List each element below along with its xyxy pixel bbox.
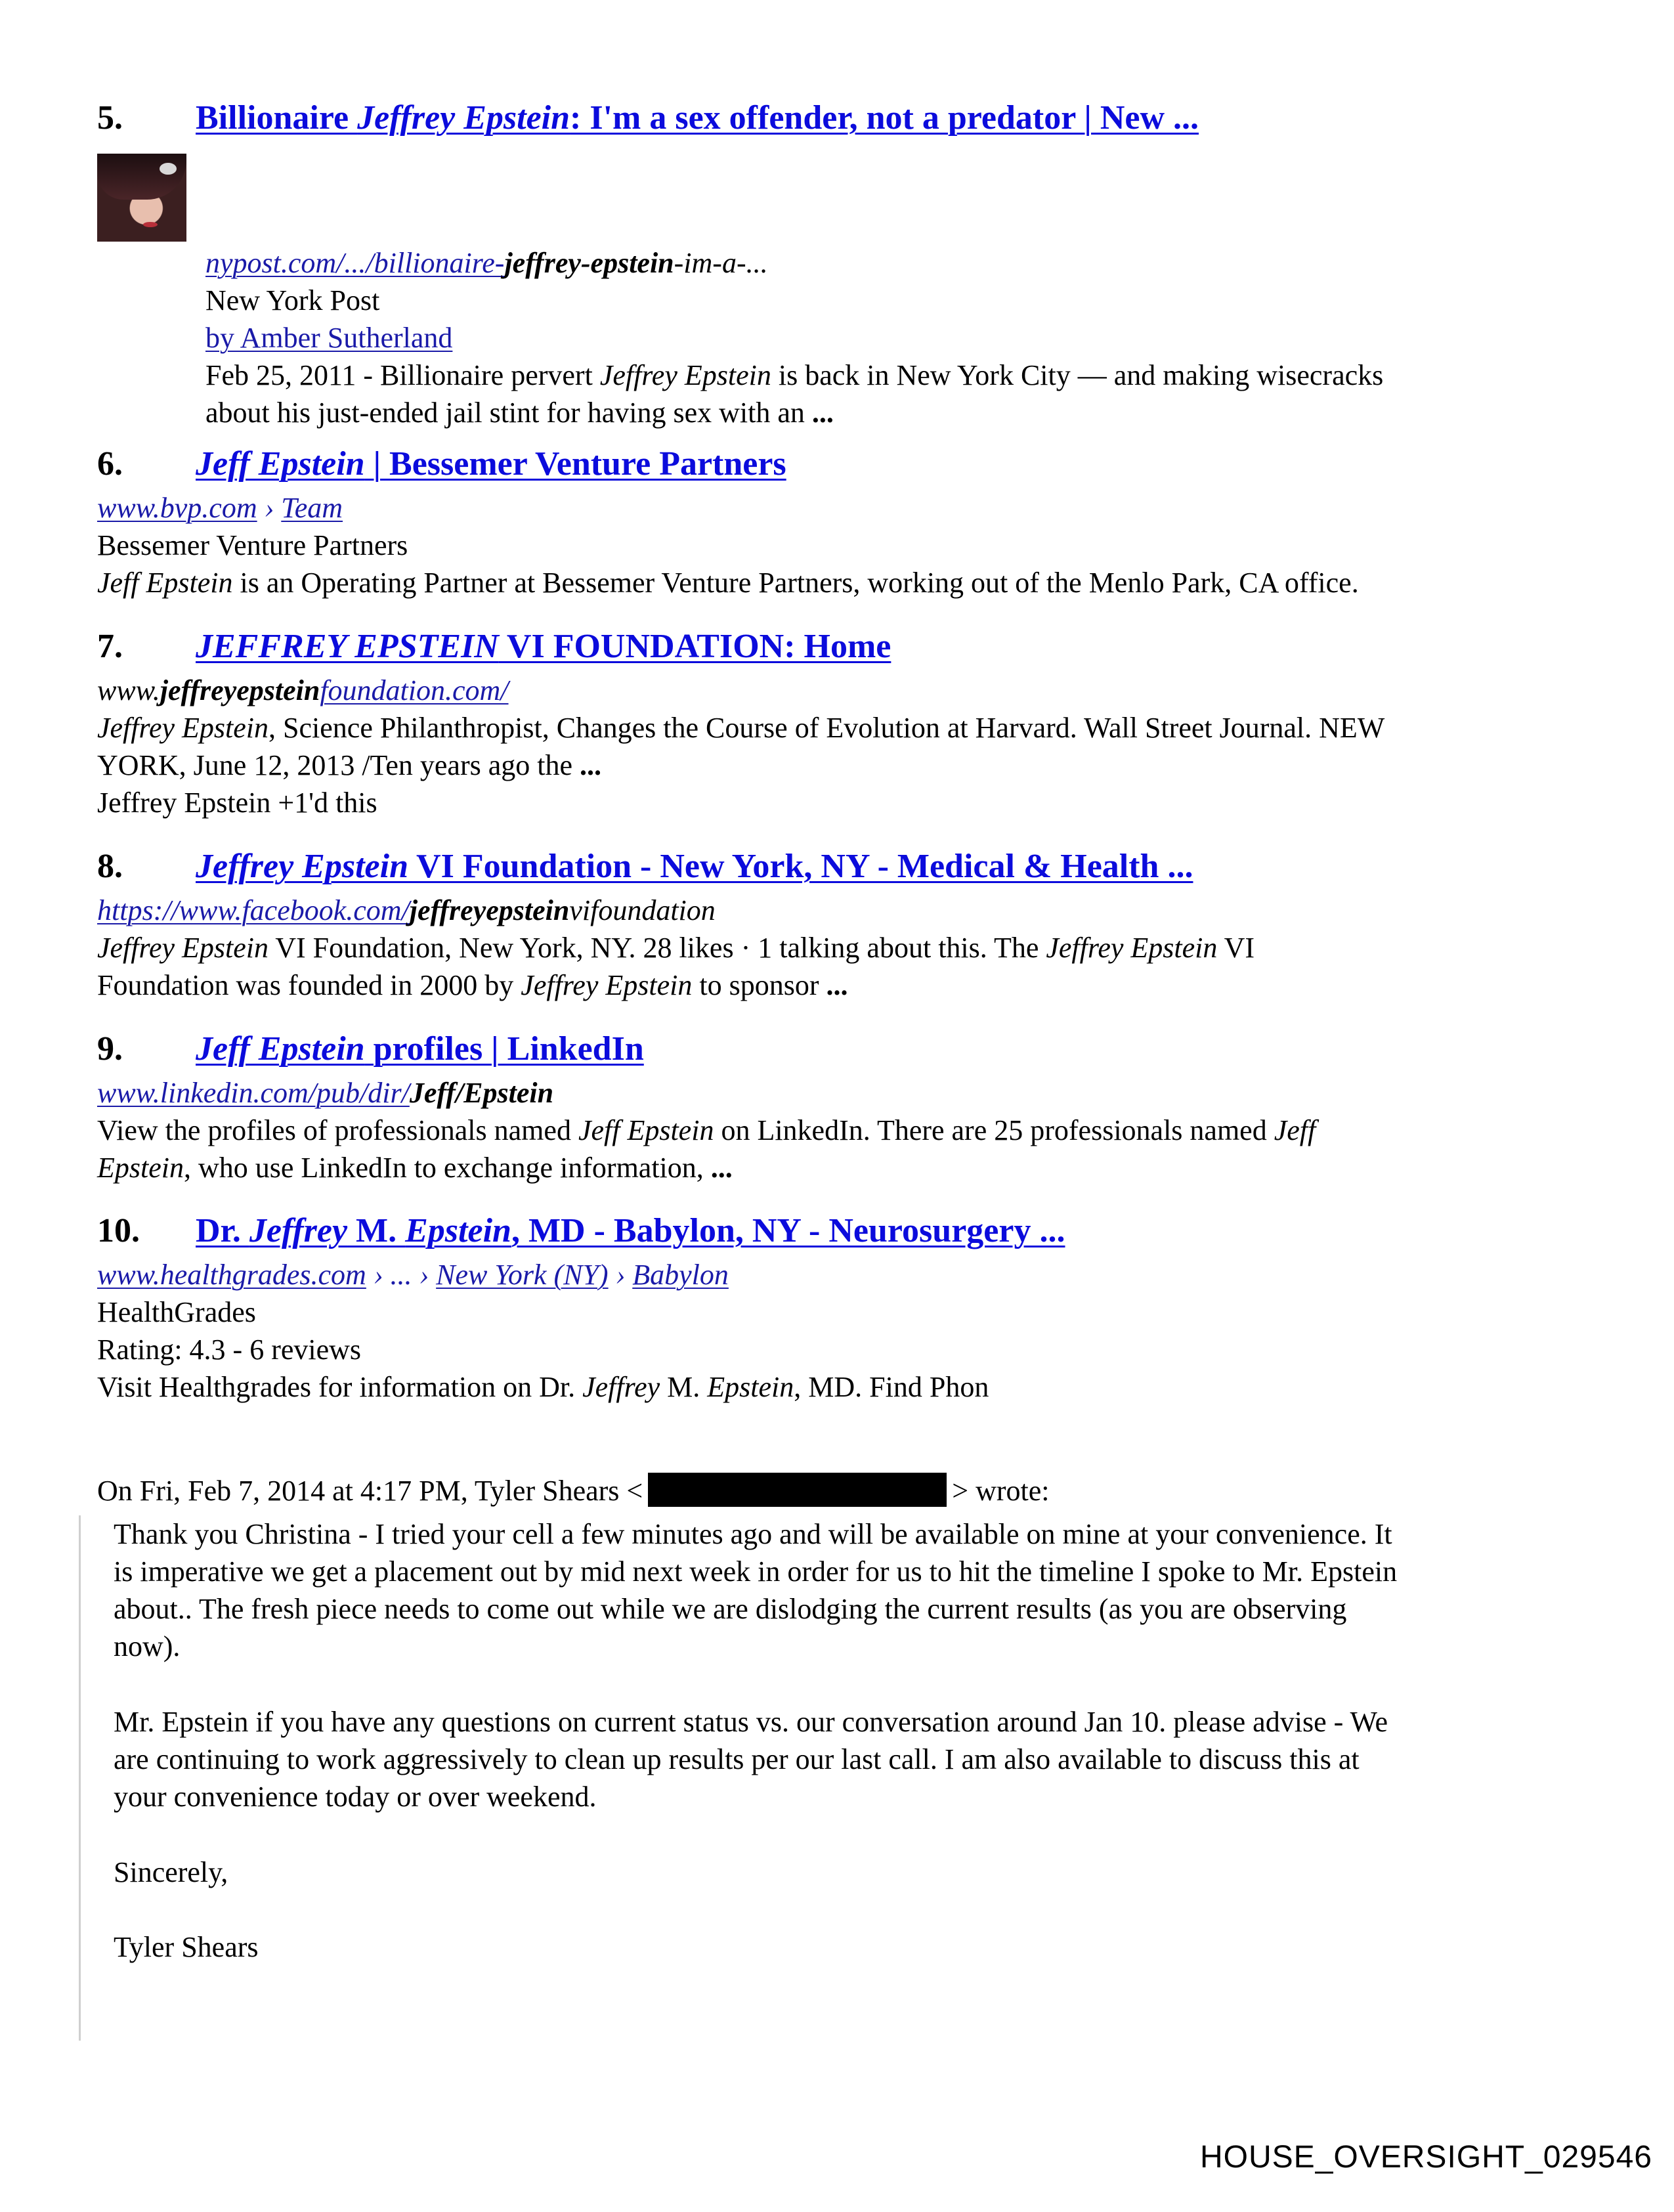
- result-snippet: Epstein, who use LinkedIn to exchange information, ...: [97, 1152, 733, 1184]
- bates-number: HOUSE_OVERSIGHT_029546: [1200, 2140, 1652, 2175]
- result-snippet: Jeffrey Epstein, Science Philanthropist, Changes the Course of Evolution at Harvard. Wall Street Journal. NEW: [97, 712, 1385, 744]
- search-result-8: [97, 847, 1581, 1004]
- result-snippet: Jeffrey Epstein VI Foundation, New York, NY. 28 likes · 1 talking about this. The Jeffrey Epstein VI: [97, 932, 1255, 964]
- result-snippet: Jeff Epstein is an Operating Partner at Bessemer Venture Partners, working out of the Menlo Park, CA office.: [97, 567, 1359, 599]
- result-snippet: View the profiles of professionals named Jeff Epstein on LinkedIn. There are 25 professionals named Jeff: [97, 1114, 1316, 1146]
- email-paragraph-2: Mr. Epstein if you have any questions on current status vs. our conversation around Jan 10. please advise - We are continuing to work aggressively to clean up results per our last call. I am also available to discuss this at your convenience today or over weekend.: [114, 1706, 1388, 1813]
- result-url[interactable]: https://www.facebook.com/jeffreyepsteinvifoundation: [97, 894, 716, 926]
- result-author-link[interactable]: by Amber Sutherland: [205, 322, 453, 354]
- result-snippet: Feb 25, 2011 - Billionaire pervert Jeffrey Epstein is back in New York City — and making wisecracks: [205, 359, 1384, 391]
- result-title-row: [97, 445, 1581, 484]
- result-title-row: [97, 1030, 1581, 1069]
- result-title-row: [97, 627, 1581, 666]
- result-title-link[interactable]: Jeff Epstein profiles | LinkedIn: [196, 1030, 644, 1068]
- result-url[interactable]: www.bvp.com › Team: [97, 492, 343, 524]
- result-url[interactable]: www.linkedin.com/pub/dir/Jeff/Epstein: [97, 1077, 554, 1109]
- result-snippet: YORK, June 12, 2013 /Ten years ago the ...: [97, 749, 602, 781]
- redaction-box: [648, 1473, 947, 1507]
- search-result-5-details: [205, 244, 1584, 431]
- result-snippet: about his just-ended jail stint for having sex with an ...: [205, 397, 834, 429]
- result-rating: Rating: 4.3 - 6 reviews: [97, 1334, 362, 1366]
- result-number: 6.: [97, 445, 123, 483]
- result-title-link[interactable]: Billionaire Jeffrey Epstein: I'm a sex offender, not a predator | New ...: [196, 99, 1199, 137]
- result-url[interactable]: www.healthgrades.com › ... › New York (NY) › Babylon: [97, 1259, 729, 1291]
- result-plus-one: Jeffrey Epstein +1'd this: [97, 787, 377, 819]
- email-signature: Tyler Shears: [114, 1931, 259, 1963]
- search-result-5: [97, 98, 1581, 138]
- result-title-link[interactable]: Jeffrey Epstein VI Foundation - New York, NY - Medical & Health ...: [196, 848, 1193, 885]
- result-snippet: Foundation was founded in 2000 by Jeffrey Epstein to sponsor ...: [97, 969, 848, 1001]
- result-number: 9.: [97, 1030, 123, 1068]
- search-result-9: [97, 1030, 1581, 1186]
- search-result-10: [97, 1211, 1581, 1406]
- result-title-row: [97, 1211, 1581, 1251]
- search-result-6: [97, 445, 1581, 601]
- search-result-7: [97, 627, 1581, 821]
- result-title-link[interactable]: Dr. Jeffrey M. Epstein, MD - Babylon, NY - Neurosurgery ...: [196, 1212, 1065, 1249]
- result-title-row: [97, 98, 1581, 138]
- author-avatar: [97, 154, 186, 242]
- result-source: HealthGrades: [97, 1296, 256, 1328]
- result-number: 7.: [97, 628, 123, 665]
- result-number: 8.: [97, 848, 123, 885]
- result-title-link[interactable]: Jeff Epstein | Bessemer Venture Partners: [196, 445, 786, 483]
- result-title-row: [97, 847, 1581, 886]
- email-quoted-body: [79, 1515, 1571, 2041]
- result-number: 5.: [97, 99, 123, 137]
- email-paragraph-1: Thank you Christina - I tried your cell a few minutes ago and will be available on mine at your convenience. It is imperative we get a placement out by mid next week in order for us to hit the timeline I spoke to Mr. Epstein about.. The fresh piece needs to come out while we are dislodging the current results (as you are observing now).: [114, 1518, 1398, 1662]
- result-source: New York Post: [205, 284, 380, 316]
- result-snippet: Visit Healthgrades for information on Dr. Jeffrey M. Epstein, MD. Find Phon: [97, 1371, 989, 1403]
- email-header: On Fri, Feb 7, 2014 at 4:17 PM, Tyler Shears < > wrote:: [97, 1472, 1581, 1509]
- result-title-link[interactable]: JEFFREY EPSTEIN VI FOUNDATION: Home: [196, 628, 891, 665]
- result-url[interactable]: www.jeffreyepsteinfoundation.com/: [97, 674, 509, 706]
- result-url[interactable]: nypost.com/.../billionaire-jeffrey-epstein-im-a-...: [205, 247, 768, 279]
- result-source: Bessemer Venture Partners: [97, 529, 408, 561]
- email-closing: Sincerely,: [114, 1856, 228, 1888]
- result-number: 10.: [97, 1212, 140, 1249]
